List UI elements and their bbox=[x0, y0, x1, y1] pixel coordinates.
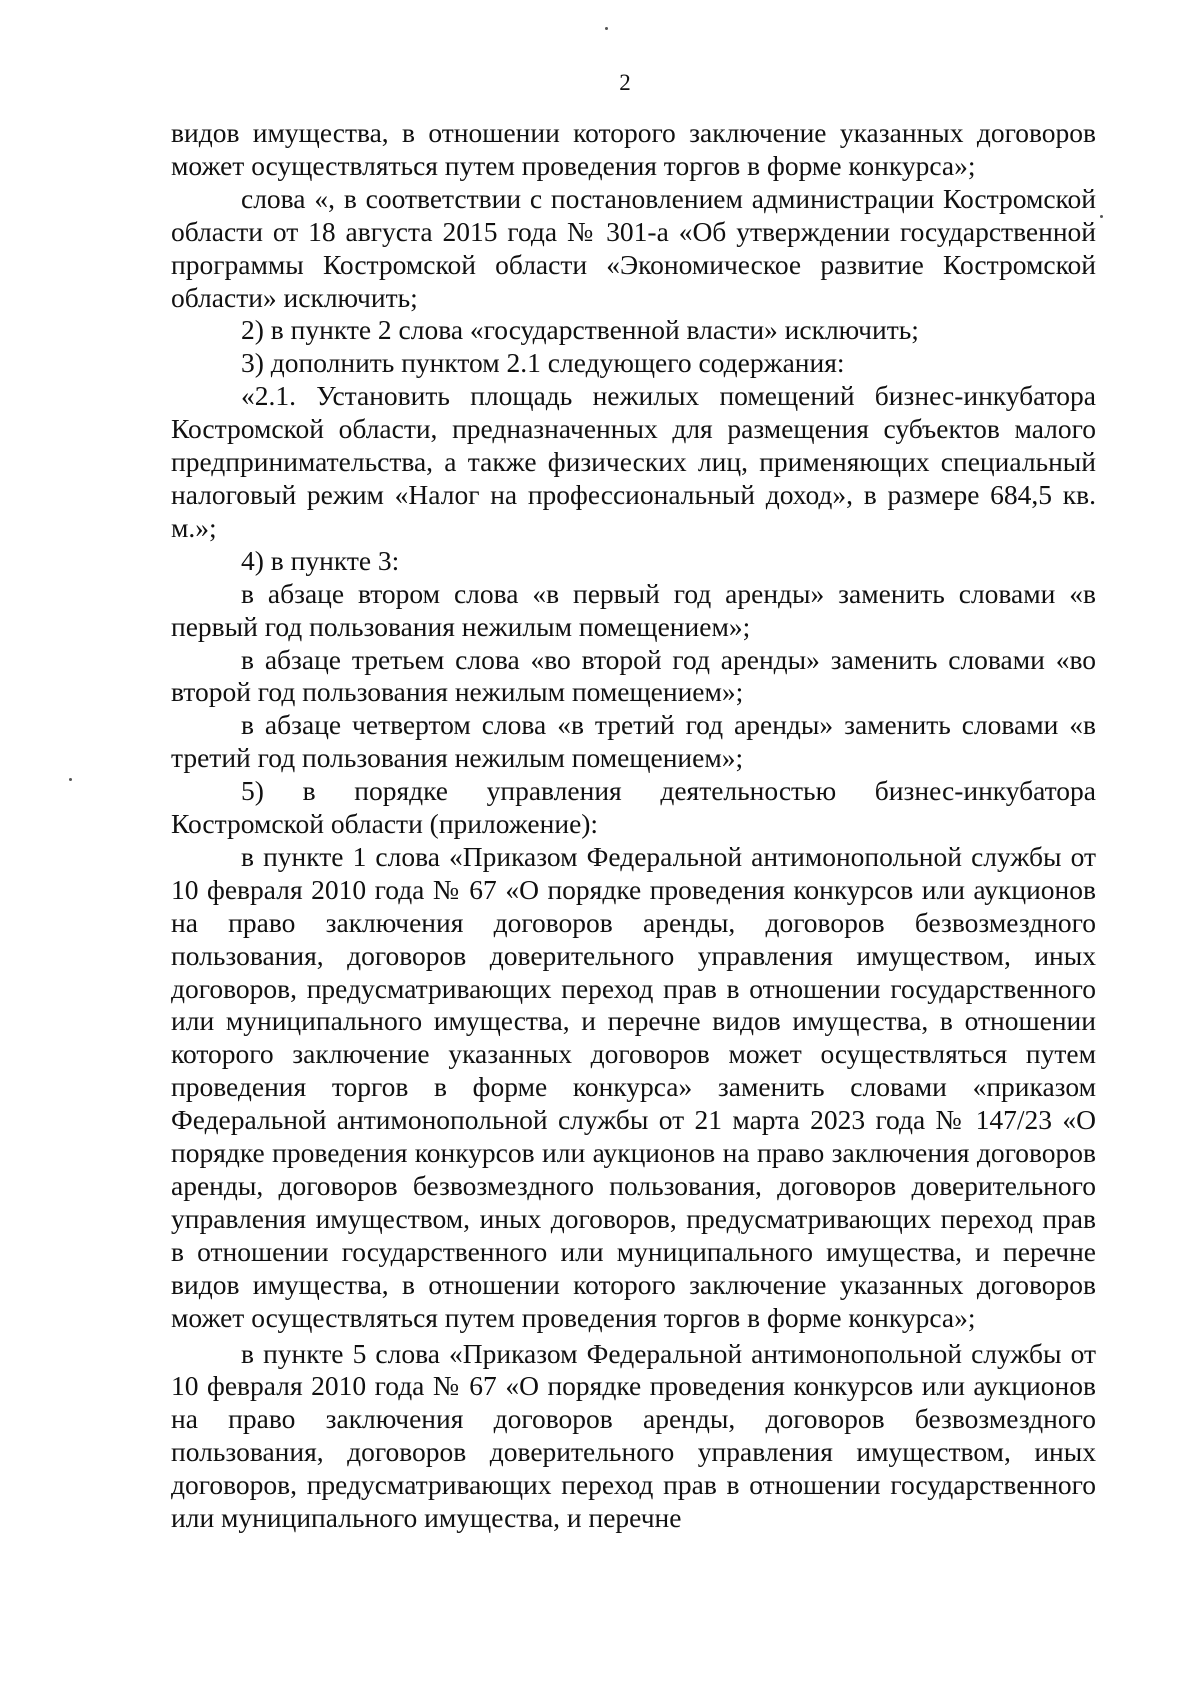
paragraph-12: в пункте 5 слова «Приказом Федеральной антимонопольной службы от 10 февраля 2010 года № 67 «О порядке проведения конкурсов или аукционов на право заключения договоров аренды, договоров безвозмездного пользования, договоров доверительного управления имуществом, иных договоров, предусматривающих переход прав в отношении государственного или муниципального имущества, и перечне bbox=[171, 1337, 1096, 1534]
paragraph-5: «2.1. Установить площадь нежилых помещений бизнес-инкубатора Костромской области, предназначенных для размещения субъектов малого предпринимательства, а также физических лиц, применяющих специальный налоговый режим «Налог на профессиональный доход», в размере 684,5 кв. м.»; bbox=[171, 380, 1096, 543]
paragraph-7: в абзаце втором слова «в первый год аренды» заменить словами «в первый год пользования нежилым помещением»; bbox=[171, 577, 1096, 642]
document-body bbox=[171, 117, 1096, 1535]
paragraph-1: видов имущества, в отношении которого заключение указанных договоров может осуществляться путем проведения торгов в форме конкурса»; bbox=[171, 117, 1096, 181]
paragraph-9: в абзаце четвертом слова «в третий год аренды» заменить словами «в третий год пользования нежилым помещением»; bbox=[171, 709, 1096, 774]
paragraph-4: 3) дополнить пунктом 2.1 следующего содержания: bbox=[241, 347, 845, 379]
paragraph-8: в абзаце третьем слова «во второй год аренды» заменить словами «во второй год пользования нежилым помещением»; bbox=[171, 643, 1096, 708]
paragraph-3: 2) в пункте 2 слова «государственной власти» исключить; bbox=[241, 314, 919, 346]
paragraph-10: 5) в порядке управления деятельностью бизнес-инкубатора Костромской области (приложение): bbox=[171, 775, 1096, 840]
scan-speck bbox=[605, 27, 608, 30]
scan-speck bbox=[69, 778, 72, 781]
paragraph-6: 4) в пункте 3: bbox=[241, 544, 400, 576]
paragraph-11: в пункте 1 слова «Приказом Федеральной антимонопольной службы от 10 февраля 2010 года № 67 «О порядке проведения конкурсов или аукционов на право заключения договоров аренды, договоров безвозмездного пользования, договоров доверительного управления имуществом, иных договоров, предусматривающих переход прав в отношении государственного или муниципального имущества, и перечне видов имущества, в отношении которого заключение указанных договоров может осуществляться путем проведения торгов в форме конкурса» заменить словами «приказом Федеральной антимонопольной службы от 21 марта 2023 года № 147/23 «О порядке проведения конкурсов или аукционов на право заключения договоров аренды, договоров безвозмездного пользования, договоров доверительного управления имуществом, иных договоров, предусматривающих переход прав в отношении государственного или муниципального имущества, и перечне видов имущества, в отношении которого заключение указанных договоров может осуществляться путем проведения торгов в форме конкурса»; bbox=[171, 840, 1096, 1333]
scan-speck bbox=[1100, 215, 1103, 218]
page-number: 2 bbox=[619, 70, 631, 95]
paragraph-2: слова «, в соответствии с постановлением администрации Костромской области от 18 августа 2015 года № 301-а «Об утверждении государственной программы Костромской области «Экономическое развитие Костромской области» исключить; bbox=[171, 182, 1096, 313]
